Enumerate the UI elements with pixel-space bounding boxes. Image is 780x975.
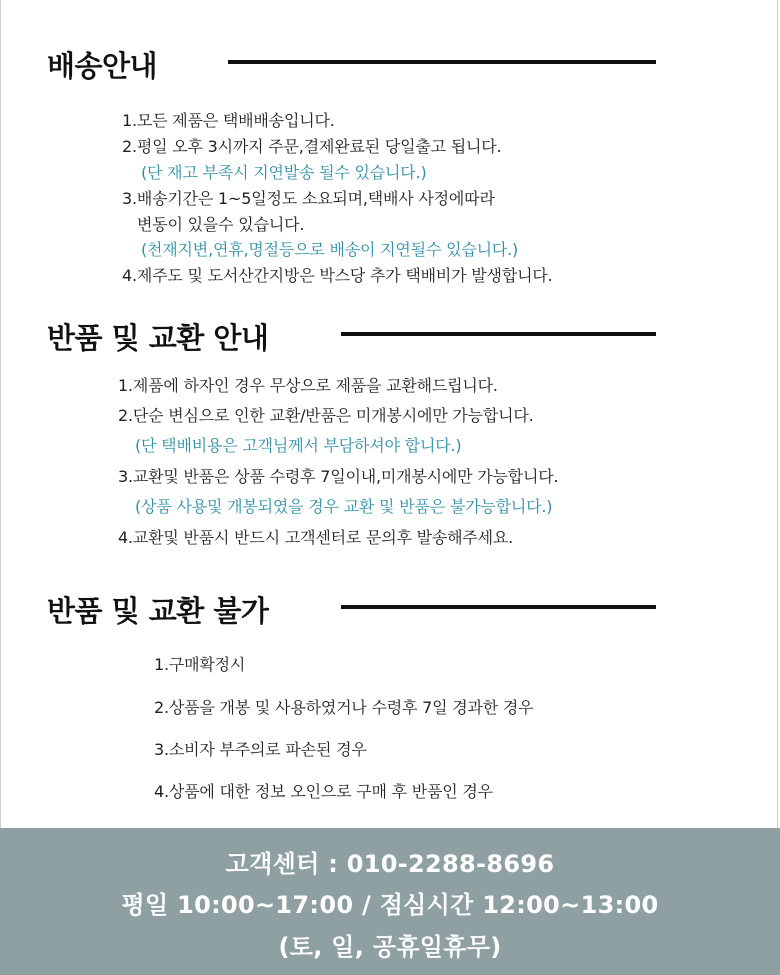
no-returns-heading: 반품 및 교환 불가 bbox=[47, 594, 269, 628]
no-returns-line-1: 1.구매확정시 bbox=[154, 655, 246, 674]
shipping-heading: 배송안내 bbox=[47, 49, 158, 83]
holiday-notice: (토, 일, 공휴일휴무) bbox=[278, 933, 502, 961]
customer-center-phone: 고객센터 : 010-2288-8696 bbox=[225, 850, 555, 878]
returns-line-2: 2.단순 변심으로 인한 교환/반품은 미개봉시에만 가능합니다. bbox=[118, 406, 534, 425]
shipping-line-2: 2.평일 오후 3시까지 주문,결제완료된 당일출고 됩니다. bbox=[122, 137, 502, 156]
returns-note-1: (단 택배비용은 고객님께서 부담하셔야 합니다.) bbox=[135, 436, 462, 455]
shipping-line-3: 3.배송기간은 1~5일정도 소요되며,택배사 사정에따라 bbox=[122, 189, 495, 208]
returns-heading-rule bbox=[341, 332, 656, 336]
shipping-line-1: 1.모든 제품은 택배배송입니다. bbox=[122, 111, 335, 130]
shipping-heading-rule bbox=[228, 60, 656, 64]
returns-line-1: 1.제품에 하자인 경우 무상으로 제품을 교환해드립니다. bbox=[118, 376, 498, 395]
shipping-note-1: (단 재고 부족시 지연발송 될수 있습니다.) bbox=[141, 163, 427, 182]
returns-line-4: 4.교환및 반품시 반드시 고객센터로 문의후 발송해주세요. bbox=[118, 528, 514, 547]
no-returns-line-4: 4.상품에 대한 정보 오인으로 구매 후 반품인 경우 bbox=[154, 782, 493, 801]
no-returns-line-2: 2.상품을 개봉 및 사용하였거나 수령후 7일 경과한 경우 bbox=[154, 698, 534, 717]
no-returns-heading-rule bbox=[341, 605, 656, 609]
shipping-line-4: 4.제주도 및 도서산간지방은 박스당 추가 택배비가 발생합니다. bbox=[122, 266, 553, 285]
customer-center-footer bbox=[0, 828, 780, 975]
no-returns-line-3: 3.소비자 부주의로 파손된 경우 bbox=[154, 740, 367, 759]
shipping-note-2: (천재지변,연휴,명절등으로 배송이 지연될수 있습니다.) bbox=[141, 240, 519, 259]
returns-heading: 반품 및 교환 안내 bbox=[47, 321, 269, 355]
shipping-line-3-cont: 변동이 있을수 있습니다. bbox=[137, 215, 305, 234]
returns-line-3: 3.교환및 반품은 상품 수령후 7일이내,미개봉시에만 가능합니다. bbox=[118, 467, 559, 486]
business-hours: 평일 10:00~17:00 / 점심시간 12:00~13:00 bbox=[121, 891, 659, 919]
returns-note-2: (상품 사용및 개봉되였을 경우 교환 및 반품은 불가능합니다.) bbox=[135, 497, 553, 516]
